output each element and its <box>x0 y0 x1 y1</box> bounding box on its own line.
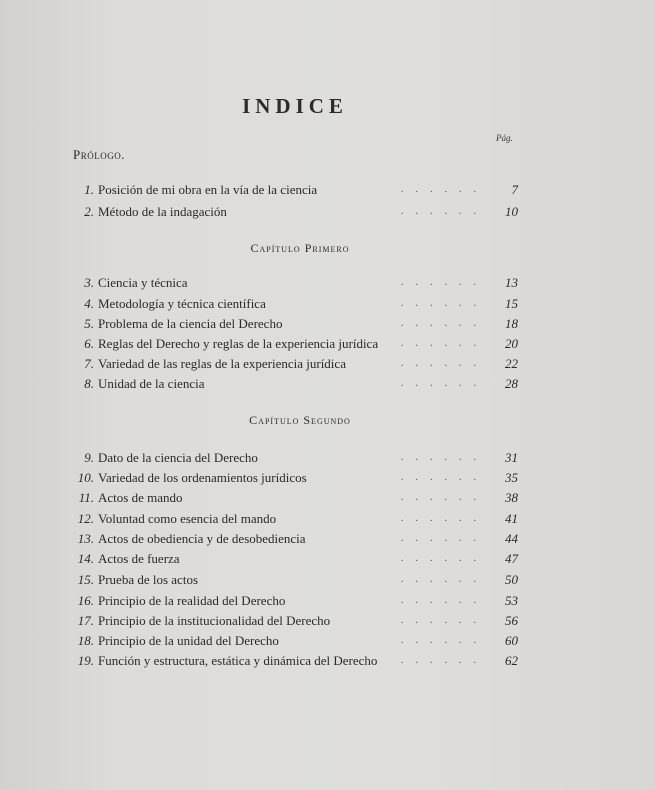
toc-entry <box>68 314 518 334</box>
leader-dots: ...... <box>401 184 488 195</box>
entry-page-number: 50 <box>505 572 518 587</box>
entry-page-number: 53 <box>505 593 518 608</box>
entry-page-number: 31 <box>505 450 518 465</box>
entry-page-number: 44 <box>505 531 518 546</box>
entry-page-number: 35 <box>505 470 518 485</box>
toc-entry <box>68 202 518 222</box>
entry-page-number: 28 <box>505 376 518 391</box>
toc-entry <box>68 631 518 651</box>
page-column-label: Pág. <box>496 133 513 143</box>
leader-dots: ...... <box>401 492 488 503</box>
entry-title: Reglas del Derecho y reglas de la experiencia jurídica <box>98 336 379 351</box>
entry-page-number: 56 <box>505 613 518 628</box>
entry-page-number: 7 <box>511 182 518 197</box>
index-title: INDICE <box>242 94 348 119</box>
entry-page-number: 13 <box>505 275 518 290</box>
entry-title: Actos de fuerza <box>98 551 180 566</box>
toc-entry <box>68 334 518 354</box>
toc-entry <box>68 468 518 488</box>
toc-entry <box>68 180 518 200</box>
leader-dots: ...... <box>401 318 488 329</box>
entry-number: 15. <box>77 572 94 587</box>
entry-title: Función y estructura, estática y dinámica del Derecho <box>98 653 378 668</box>
entry-title: Principio de la institucionalidad del Derecho <box>98 613 331 628</box>
entry-number: 14. <box>77 551 94 566</box>
leader-dots: ...... <box>401 298 488 309</box>
entry-number: 8. <box>84 376 94 391</box>
leader-dots: ...... <box>401 513 488 524</box>
entry-number: 19. <box>77 653 94 668</box>
leader-dots: ...... <box>401 358 488 369</box>
prologue-heading: Prólogo. <box>73 147 125 162</box>
entry-page-number: 20 <box>505 336 518 351</box>
entry-number: 17. <box>77 613 94 628</box>
entry-page-number: 18 <box>505 316 518 331</box>
entry-title: Actos de obediencia y de desobediencia <box>98 531 306 546</box>
entry-title: Variedad de las reglas de la experiencia jurídica <box>98 356 346 371</box>
entry-number: 3. <box>84 275 94 290</box>
entry-number: 1. <box>84 182 94 197</box>
entry-number: 11. <box>78 490 94 505</box>
entry-title: Metodología y técnica científica <box>98 296 266 311</box>
leader-dots: ...... <box>401 553 488 564</box>
entry-title: Método de la indagación <box>98 204 227 219</box>
entry-number: 5. <box>84 316 94 331</box>
leader-dots: ...... <box>401 595 488 606</box>
entry-number: 4. <box>84 296 94 311</box>
toc-entry <box>68 448 518 468</box>
entry-page-number: 41 <box>505 511 518 526</box>
entry-title: Problema de la ciencia del Derecho <box>98 316 283 331</box>
toc-entry <box>68 529 518 549</box>
toc-entry <box>68 549 518 569</box>
toc-entry <box>68 488 518 508</box>
entry-number: 18. <box>77 633 94 648</box>
entry-title: Principio de la realidad del Derecho <box>98 593 286 608</box>
toc-entry <box>68 509 518 529</box>
toc-entry <box>68 591 518 611</box>
leader-dots: ...... <box>401 206 488 217</box>
entry-title: Prueba de los actos <box>98 572 199 587</box>
entry-title: Voluntad como esencia del mando <box>98 511 277 526</box>
entry-number: 9. <box>84 450 94 465</box>
entry-number: 10. <box>77 470 94 485</box>
entry-page-number: 22 <box>505 356 518 371</box>
toc-entry <box>68 354 518 374</box>
entry-number: 16. <box>77 593 94 608</box>
entry-title: Actos de mando <box>98 490 183 505</box>
leader-dots: ...... <box>401 574 488 585</box>
toc-entry <box>68 273 518 293</box>
leader-dots: ...... <box>401 615 488 626</box>
chapter-heading: Capítulo Segundo <box>249 413 351 427</box>
entry-page-number: 60 <box>505 633 518 648</box>
toc-entry <box>68 651 518 671</box>
entry-page-number: 38 <box>505 490 518 505</box>
leader-dots: ...... <box>401 338 488 349</box>
entry-title: Unidad de la ciencia <box>98 376 205 391</box>
entry-number: 2. <box>84 204 94 219</box>
entry-title: Dato de la ciencia del Derecho <box>98 450 258 465</box>
leader-dots: ...... <box>401 655 488 666</box>
chapter-heading: Capítulo Primero <box>250 241 350 255</box>
toc-entry <box>68 294 518 314</box>
entry-page-number: 62 <box>505 653 518 668</box>
toc-entry <box>68 374 518 394</box>
leader-dots: ...... <box>401 277 488 288</box>
leader-dots: ...... <box>401 635 488 646</box>
entry-title: Ciencia y técnica <box>98 275 188 290</box>
entry-page-number: 15 <box>505 296 518 311</box>
entry-title: Variedad de los ordenamientos jurídicos <box>98 470 307 485</box>
entry-number: 7. <box>84 356 94 371</box>
leader-dots: ...... <box>401 378 488 389</box>
leader-dots: ...... <box>401 472 488 483</box>
entry-number: 12. <box>77 511 94 526</box>
entry-page-number: 47 <box>505 551 518 566</box>
leader-dots: ...... <box>401 533 488 544</box>
entry-title: Posición de mi obra en la vía de la ciencia <box>98 182 318 197</box>
toc-entry <box>68 611 518 631</box>
leader-dots: ...... <box>401 452 488 463</box>
entry-number: 13. <box>77 531 94 546</box>
entry-title: Principio de la unidad del Derecho <box>98 633 279 648</box>
entry-number: 6. <box>84 336 94 351</box>
toc-entry <box>68 570 518 590</box>
entry-page-number: 10 <box>505 204 518 219</box>
